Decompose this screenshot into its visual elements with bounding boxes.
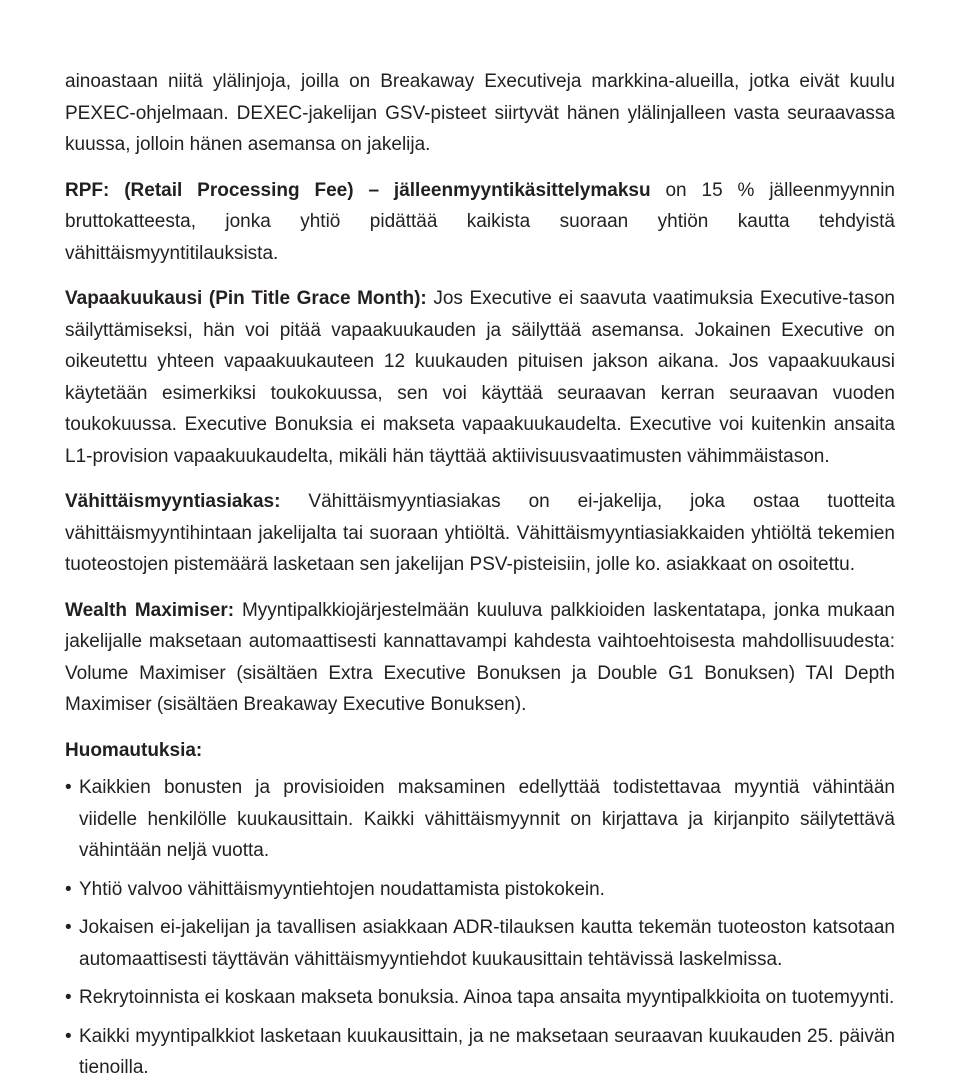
definition-text: Myyntipalkkiojärjestelmään kuuluva palkkioiden laskentatapa, jonka mukaan jakelijalle maksetaan automaattisesti kannattavampi kahdesta vaihtoehtoisesta mahdollisuudesta: Volume Maximiser (sisältäen Extra Executive Bonuksen ja Double G1 Bonuksen) TAI Depth Maximiser (sisältäen Breakaway Executive Bonuksen).: [65, 599, 896, 715]
bullet-icon: •: [65, 1025, 72, 1047]
definition-rpf: [65, 175, 895, 270]
list-item: [65, 912, 895, 975]
list-item: [65, 772, 895, 867]
bullet-icon: •: [65, 878, 72, 900]
note-text: Yhtiö valvoo vähittäismyyntiehtojen noudattamista pistokokein.: [79, 878, 605, 900]
definition-term: RPF: (Retail Processing Fee) – jälleenmyyntikäsittelymaksu: [65, 179, 651, 201]
definition-text: on 15 % jälleenmyynnin bruttokatteesta, jonka yhtiö pidättää kaikista suoraan yhtiön kautta tehdyistä vähittäismyyntitilauksista.: [65, 179, 896, 264]
bullet-icon: •: [65, 917, 72, 938]
definition-text: Jos Executive ei saavuta vaatimuksia Executive-tason säilyttämiseksi, hän voi pitää vapaakuukauden ja säilyttää asemansa. Jokainen Executive on oikeutettu yhteen vapaakuukauteen 12 kuukauden pituisen jakson aikana. Jos vapaakuukausi käytetään esimerkiksi toukokuussa, sen voi käyttää seuraavan kerran seuraavan vuoden toukokuussa. Executive Bonuksia ei makseta vapaakuukaudelta. Executive voi kuitenkin ansaita L1-provision vapaakuukaudelta, mikäli hän täyttää aktiivisuusvaatimusten vähimmäistason.: [65, 288, 895, 467]
note-text: Kaikkien bonusten ja provisioiden maksaminen edellyttää todistettavaa myyntiä vähintään viidelle henkilölle kuukausittain. Kaikki vähittäismyynnit on kirjattava ja kirjanpito säilytettävä vähintään neljä vuotta.: [79, 777, 895, 861]
list-item: [65, 982, 895, 1014]
note-text: Rekrytoinnista ei koskaan makseta bonuksia. Ainoa tapa ansaita myyntipalkkioita on tuotemyynti.: [79, 987, 895, 1008]
intro-paragraph: ainoastaan niitä ylälinjoja, joilla on Breakaway Executiveja markkina-alueilla, jotka eivät kuulu PEXEC-ohjelmaan. DEXEC-jakelijan GSV-pisteet siirtyvät hänen ylälinjalleen vasta seuraavassa kuussa, jolloin hänen asemansa on jakelija.: [65, 71, 895, 155]
definition-text: Vähittäismyyntiasiakas on ei-jakelija, joka ostaa tuotteita vähittäismyyntihintaan jakelijalta tai suoraan yhtiöltä. Vähittäismyyntiasiakkaiden yhtiöltä tekemien tuoteostojen pistemäärä lasketaan sen jakelijan PSV-pisteisiin, jolle ko. asiakkaat on osoitettu.: [65, 491, 895, 575]
notes-heading: Huomautuksia:: [65, 739, 203, 761]
definition-grace-month: [65, 283, 895, 472]
definition-wealth-maximiser: [65, 595, 895, 721]
document-page: [65, 66, 895, 1091]
notes-list: [65, 772, 895, 1084]
note-text: Jokaisen ei-jakelijan ja tavallisen asiakkaan ADR-tilauksen kautta tekemän tuoteoston katsotaan automaattisesti täyttävän vähittäismyyntiehdot kuukausittain tehtävissä laskelmissa.: [79, 917, 895, 970]
bullet-icon: •: [65, 987, 72, 1008]
bullet-icon: •: [65, 777, 72, 798]
definition-retail-customer: [65, 486, 895, 581]
definition-term: Vapaakuukausi (Pin Title Grace Month):: [65, 288, 427, 309]
list-item: [65, 1021, 895, 1084]
definition-term: Vähittäismyyntiasiakas:: [65, 491, 281, 512]
note-text: Kaikki myyntipalkkiot lasketaan kuukausittain, ja ne maksetaan seuraavan kuukauden 25. päivän tienoilla.: [79, 1025, 895, 1078]
definition-term: Wealth Maximiser:: [65, 599, 235, 621]
list-item: [65, 874, 895, 906]
